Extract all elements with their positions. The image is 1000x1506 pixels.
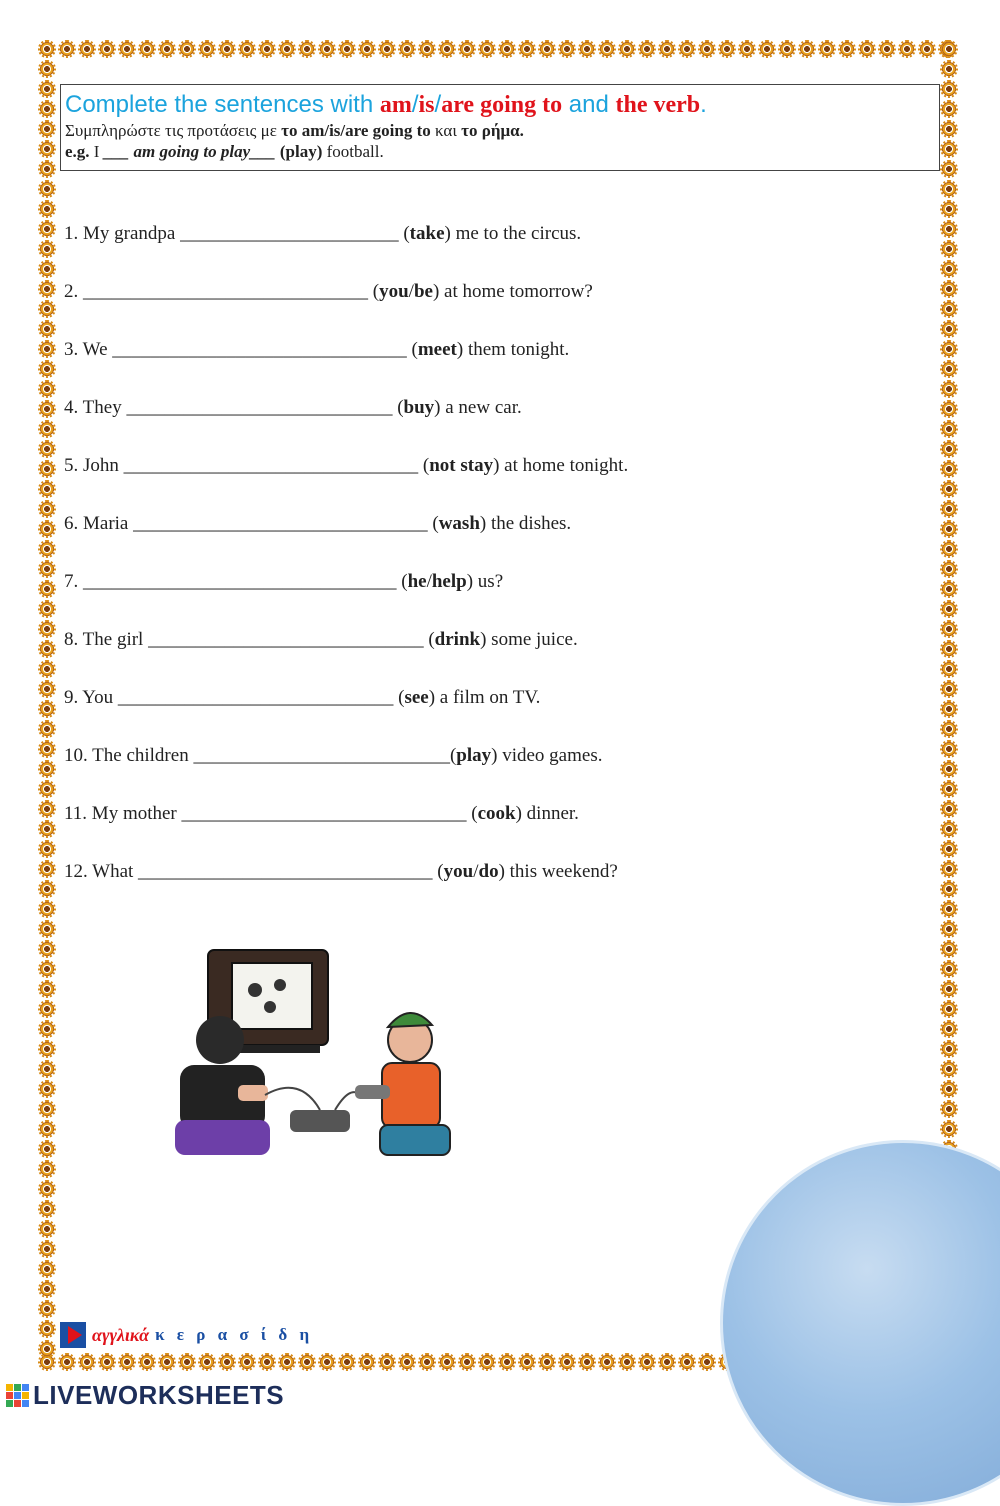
- instruction-title: [65, 89, 935, 121]
- flower-icon: [198, 1353, 216, 1371]
- decorative-circle: [720, 1140, 1000, 1506]
- flower-icon: [118, 1353, 136, 1371]
- title-and: and: [562, 91, 616, 118]
- flower-icon: [38, 40, 56, 58]
- flower-icon: [38, 420, 56, 438]
- example-subject: I: [89, 142, 104, 161]
- verb-hint: not stay: [429, 455, 494, 476]
- logo-text-greek-2: κ ε ρ α σ ί δ η: [155, 1325, 314, 1344]
- flower-icon: [38, 1000, 56, 1018]
- flower-icon: [818, 40, 836, 58]
- flower-icon: [498, 40, 516, 58]
- flower-icon: [38, 1340, 56, 1358]
- flower-icon: [940, 560, 958, 578]
- flower-icon: [38, 1040, 56, 1058]
- title-period: .: [700, 91, 707, 118]
- sentence-prefix: 9. You _____________________________ (: [64, 687, 405, 708]
- flower-icon: [638, 1353, 656, 1371]
- flower-icon: [940, 960, 958, 978]
- flower-icon: [940, 1040, 958, 1058]
- flower-icon: [940, 660, 958, 678]
- sentence-suffix: ) this weekend?: [498, 861, 618, 882]
- flower-icon: [678, 40, 696, 58]
- flower-icon: [578, 40, 596, 58]
- flower-icon: [38, 960, 56, 978]
- flower-icon: [38, 700, 56, 718]
- flower-icon: [38, 840, 56, 858]
- flower-icon: [940, 600, 958, 618]
- flower-icon: [798, 40, 816, 58]
- flower-icon: [78, 40, 96, 58]
- flower-icon: [38, 560, 56, 578]
- flower-icon: [940, 340, 958, 358]
- title-the-verb: the verb: [615, 92, 701, 118]
- flower-icon: [238, 1353, 256, 1371]
- flower-icon: [940, 1080, 958, 1098]
- flower-icon: [940, 400, 958, 418]
- sentence-prefix: 1. My grandpa _______________________ (: [64, 223, 410, 244]
- sentence-prefix: 7. _________________________________ (: [64, 571, 408, 592]
- exercise-item[interactable]: [64, 395, 924, 453]
- flower-icon: [38, 100, 56, 118]
- flower-icon: [38, 860, 56, 878]
- flower-icon: [940, 1060, 958, 1078]
- flower-icon: [940, 920, 958, 938]
- verb-separator: /: [426, 571, 432, 592]
- flower-icon: [38, 520, 56, 538]
- flower-icon: [38, 1100, 56, 1118]
- flower-icon: [38, 1160, 56, 1178]
- verb-hint: buy: [403, 397, 435, 418]
- flower-icon: [458, 1353, 476, 1371]
- exercise-list: [64, 221, 924, 917]
- flower-icon: [940, 300, 958, 318]
- flower-icon: [38, 940, 56, 958]
- flower-icon: [940, 1120, 958, 1138]
- flower-icon: [940, 720, 958, 738]
- flower-icon: [940, 40, 958, 58]
- flower-icon: [940, 1000, 958, 1018]
- flower-icon: [38, 660, 56, 678]
- flower-icon: [38, 680, 56, 698]
- flower-icon: [38, 60, 56, 78]
- verb-hint: you: [379, 281, 409, 302]
- flower-icon: [38, 160, 56, 178]
- flower-icon: [618, 40, 636, 58]
- flower-icon: [138, 40, 156, 58]
- flower-icon: [418, 1353, 436, 1371]
- flower-icon: [298, 40, 316, 58]
- flower-icon: [38, 180, 56, 198]
- flower-icon: [940, 80, 958, 98]
- exercise-item[interactable]: [64, 627, 924, 685]
- flower-icon: [738, 40, 756, 58]
- verb-hint: he: [407, 571, 427, 592]
- flower-icon: [940, 260, 958, 278]
- flower-icon: [878, 40, 896, 58]
- flower-icon: [940, 60, 958, 78]
- sentence-prefix: 4. They ____________________________ (: [64, 397, 404, 418]
- sentence-suffix: ) them tonight.: [456, 339, 570, 360]
- flower-icon: [38, 880, 56, 898]
- flower-icon: [78, 1353, 96, 1371]
- sentence-suffix: ) at home tonight.: [493, 455, 629, 476]
- sentence-prefix: 8. The girl _____________________________ (: [64, 629, 435, 650]
- flower-icon: [398, 40, 416, 58]
- flower-icon: [940, 320, 958, 338]
- example-rest: football.: [322, 142, 384, 161]
- left-flower-border: [38, 40, 58, 1370]
- flower-icon: [38, 640, 56, 658]
- flower-icon: [38, 80, 56, 98]
- verb-separator: /: [408, 281, 414, 302]
- flower-icon: [98, 40, 116, 58]
- flower-icon: [158, 1353, 176, 1371]
- flower-icon: [940, 700, 958, 718]
- flower-icon: [940, 640, 958, 658]
- flower-icon: [940, 840, 958, 858]
- example-line: [65, 141, 935, 163]
- flower-icon: [38, 1180, 56, 1198]
- logo-text-greek-1: αγγλικά: [92, 1324, 150, 1345]
- flower-icon: [940, 380, 958, 398]
- flower-icon: [940, 440, 958, 458]
- flower-icon: [38, 360, 56, 378]
- flower-icon: [38, 480, 56, 498]
- top-flower-border: [38, 40, 960, 60]
- example-answer: ___ am going to play___: [103, 142, 280, 161]
- exercise-item[interactable]: [64, 685, 924, 743]
- flower-icon: [38, 1080, 56, 1098]
- flower-icon: [38, 620, 56, 638]
- kids-video-game-illustration: [160, 945, 480, 1190]
- flower-icon: [178, 1353, 196, 1371]
- flower-icon: [58, 40, 76, 58]
- flower-icon: [940, 280, 958, 298]
- example-verb: (play): [279, 142, 323, 161]
- flower-icon: [940, 540, 958, 558]
- sentence-suffix: ) some juice.: [480, 629, 578, 650]
- verb-hint-2: help: [431, 571, 467, 592]
- flower-icon: [940, 860, 958, 878]
- flower-icon: [38, 1240, 56, 1258]
- sentence-suffix: ) dinner.: [515, 803, 579, 824]
- flower-icon: [118, 40, 136, 58]
- flower-icon: [558, 1353, 576, 1371]
- sentence-suffix: ) us?: [466, 571, 504, 592]
- flower-icon: [38, 920, 56, 938]
- flower-icon: [378, 40, 396, 58]
- flower-icon: [38, 740, 56, 758]
- flower-icon: [940, 520, 958, 538]
- flower-icon: [38, 800, 56, 818]
- verb-hint: you: [443, 861, 474, 882]
- flower-icon: [378, 1353, 396, 1371]
- sentence-prefix: 12. What _______________________________ (: [64, 861, 444, 882]
- sentence-suffix: ) a new car.: [434, 397, 522, 418]
- flower-icon: [38, 1020, 56, 1038]
- flower-icon: [940, 800, 958, 818]
- flower-icon: [918, 40, 936, 58]
- flower-icon: [38, 760, 56, 778]
- verb-hint: meet: [417, 339, 457, 360]
- flower-icon: [38, 1200, 56, 1218]
- flower-icon: [940, 360, 958, 378]
- sentence-prefix: 10. The children ___________________________(: [64, 745, 457, 766]
- flower-icon: [38, 500, 56, 518]
- sentence-prefix: 2. ______________________________ (: [64, 281, 380, 302]
- flower-icon: [718, 40, 736, 58]
- flower-icon: [940, 580, 958, 598]
- flower-icon: [138, 1353, 156, 1371]
- flower-icon: [940, 980, 958, 998]
- sentence-suffix: ) video games.: [491, 745, 603, 766]
- flower-icon: [38, 460, 56, 478]
- flower-icon: [38, 340, 56, 358]
- flower-icon: [638, 40, 656, 58]
- flower-icon: [58, 1353, 76, 1371]
- sentence-suffix: ) a film on TV.: [428, 687, 541, 708]
- flower-icon: [940, 680, 958, 698]
- verb-hint: play: [456, 745, 492, 766]
- verb-hint: cook: [477, 803, 516, 824]
- flower-icon: [258, 1353, 276, 1371]
- flower-icon: [38, 380, 56, 398]
- flower-icon: [940, 820, 958, 838]
- flower-icon: [38, 900, 56, 918]
- flower-icon: [898, 40, 916, 58]
- flower-icon: [438, 1353, 456, 1371]
- verb-hint: take: [409, 223, 445, 244]
- flower-icon: [478, 40, 496, 58]
- greek-text-2: και: [430, 121, 462, 140]
- flower-icon: [940, 900, 958, 918]
- flower-icon: [940, 120, 958, 138]
- title-is: is: [418, 92, 435, 118]
- sentence-suffix: ) me to the circus.: [444, 223, 582, 244]
- logo-flag-icon: [60, 1322, 86, 1348]
- flower-icon: [940, 760, 958, 778]
- flower-icon: [38, 280, 56, 298]
- flower-icon: [38, 820, 56, 838]
- flower-icon: [38, 240, 56, 258]
- flower-icon: [218, 1353, 236, 1371]
- flower-icon: [38, 1220, 56, 1238]
- flower-icon: [778, 40, 796, 58]
- verb-hint-2: do: [478, 861, 499, 882]
- flower-icon: [940, 480, 958, 498]
- flower-icon: [538, 1353, 556, 1371]
- flower-icon: [940, 1020, 958, 1038]
- flower-icon: [38, 400, 56, 418]
- flower-icon: [940, 160, 958, 178]
- flower-icon: [678, 1353, 696, 1371]
- flower-icon: [38, 220, 56, 238]
- sentence-prefix: 5. John _______________________________ (: [64, 455, 430, 476]
- liveworksheets-wordmark: LIVEWORKSHEETS: [33, 1380, 285, 1410]
- flower-icon: [38, 600, 56, 618]
- flower-icon: [38, 780, 56, 798]
- flower-icon: [38, 1060, 56, 1078]
- flower-icon: [698, 1353, 716, 1371]
- liveworksheets-grid-icon: [6, 1384, 29, 1407]
- flower-icon: [38, 300, 56, 318]
- flower-icon: [338, 40, 356, 58]
- flower-icon: [838, 40, 856, 58]
- flower-icon: [438, 40, 456, 58]
- title-slash: /: [434, 91, 442, 118]
- flower-icon: [658, 1353, 676, 1371]
- flower-icon: [198, 40, 216, 58]
- flower-icon: [298, 1353, 316, 1371]
- flower-icon: [398, 1353, 416, 1371]
- flower-icon: [418, 40, 436, 58]
- flower-icon: [498, 1353, 516, 1371]
- flower-icon: [38, 260, 56, 278]
- flower-icon: [940, 100, 958, 118]
- flower-icon: [940, 140, 958, 158]
- exercise-item[interactable]: [64, 569, 924, 627]
- flower-icon: [38, 440, 56, 458]
- flower-icon: [940, 620, 958, 638]
- flower-icon: [38, 1120, 56, 1138]
- verb-hint: see: [404, 687, 429, 708]
- flower-icon: [38, 200, 56, 218]
- flower-icon: [658, 40, 676, 58]
- exercise-item[interactable]: [64, 801, 924, 859]
- flower-icon: [38, 1280, 56, 1298]
- flower-icon: [38, 320, 56, 338]
- flower-icon: [238, 40, 256, 58]
- flower-icon: [940, 940, 958, 958]
- verb-hint: drink: [434, 629, 481, 650]
- title-are-going-to: are going to: [441, 92, 563, 118]
- flower-icon: [598, 40, 616, 58]
- flower-icon: [98, 1353, 116, 1371]
- title-slash: /: [411, 91, 419, 118]
- sentence-suffix: ) the dishes.: [479, 513, 572, 534]
- exercise-item[interactable]: [64, 859, 924, 917]
- example-label: e.g.: [65, 142, 90, 161]
- flower-icon: [38, 1260, 56, 1278]
- flower-icon: [278, 40, 296, 58]
- greek-text: Συμπληρώστε τις προτάσεις με: [65, 121, 282, 140]
- sentence-prefix: 3. We _______________________________ (: [64, 339, 418, 360]
- exercise-item[interactable]: [64, 279, 924, 337]
- flower-icon: [940, 180, 958, 198]
- verb-hint: wash: [438, 513, 480, 534]
- greek-bold-2: το ρήμα.: [461, 121, 524, 140]
- flower-icon: [38, 980, 56, 998]
- flower-icon: [38, 1300, 56, 1318]
- sentence-prefix: 11. My mother ______________________________ (: [64, 803, 478, 824]
- flower-icon: [518, 40, 536, 58]
- flower-icon: [38, 1140, 56, 1158]
- exercise-item[interactable]: [64, 511, 924, 569]
- flower-icon: [940, 500, 958, 518]
- flower-icon: [278, 1353, 296, 1371]
- flower-icon: [940, 780, 958, 798]
- flower-icon: [38, 140, 56, 158]
- flower-icon: [478, 1353, 496, 1371]
- verb-hint-2: be: [413, 281, 433, 302]
- sentence-suffix: ) at home tomorrow?: [432, 281, 593, 302]
- flower-icon: [38, 540, 56, 558]
- greek-bold-1: το am/is/are going to: [281, 121, 431, 140]
- flower-icon: [858, 40, 876, 58]
- flower-icon: [218, 40, 236, 58]
- flower-icon: [698, 40, 716, 58]
- flower-icon: [458, 40, 476, 58]
- liveworksheets-brand[interactable]: [6, 1380, 284, 1411]
- flower-icon: [358, 40, 376, 58]
- flower-icon: [38, 720, 56, 738]
- flower-icon: [598, 1353, 616, 1371]
- flower-icon: [940, 240, 958, 258]
- flower-icon: [538, 40, 556, 58]
- flower-icon: [758, 40, 776, 58]
- flower-icon: [940, 420, 958, 438]
- flower-icon: [318, 1353, 336, 1371]
- flower-icon: [940, 220, 958, 238]
- title-am: am: [379, 92, 412, 118]
- sentence-prefix: 6. Maria _______________________________ (: [64, 513, 439, 534]
- flower-icon: [578, 1353, 596, 1371]
- flower-icon: [38, 120, 56, 138]
- exercise-item[interactable]: [64, 221, 924, 279]
- publisher-logo: [60, 1322, 313, 1348]
- flower-icon: [618, 1353, 636, 1371]
- flower-icon: [38, 1320, 56, 1338]
- flower-icon: [338, 1353, 356, 1371]
- flower-icon: [558, 40, 576, 58]
- flower-icon: [158, 40, 176, 58]
- flower-icon: [318, 40, 336, 58]
- flower-icon: [38, 580, 56, 598]
- verb-separator: /: [473, 861, 479, 882]
- flower-icon: [178, 40, 196, 58]
- greek-instruction: [65, 121, 935, 141]
- flower-icon: [940, 460, 958, 478]
- flower-icon: [940, 200, 958, 218]
- flower-icon: [940, 1100, 958, 1118]
- exercise-item[interactable]: [64, 453, 924, 511]
- instruction-box: [60, 84, 940, 171]
- flower-icon: [940, 740, 958, 758]
- title-text: Complete the sentences with: [65, 91, 380, 118]
- flower-icon: [518, 1353, 536, 1371]
- flower-icon: [358, 1353, 376, 1371]
- exercise-item[interactable]: [64, 337, 924, 395]
- flower-icon: [258, 40, 276, 58]
- flower-icon: [940, 880, 958, 898]
- exercise-item[interactable]: [64, 743, 924, 801]
